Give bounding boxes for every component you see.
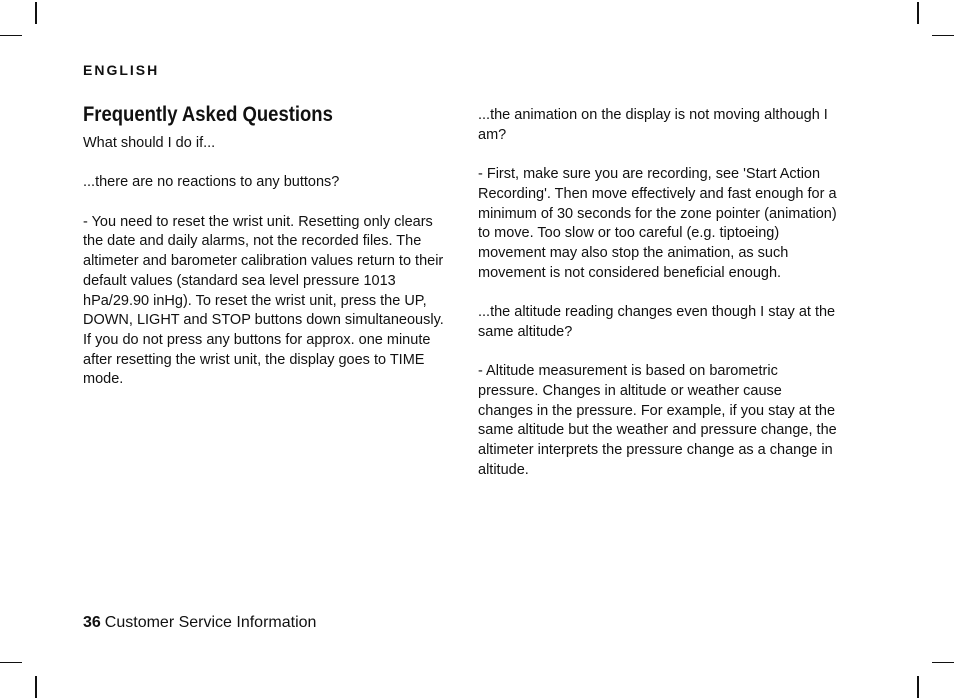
faq-question-buttons: ...there are no reactions to any buttons? <box>83 174 340 191</box>
crop-mark-bottom-left-horizontal <box>0 662 22 663</box>
page-number: 36 <box>83 614 101 631</box>
faq-answer-buttons: - You need to reset the wrist unit. Resetting only clears the date and daily alarms, not the recorded files. The altimeter and barometer calibration values return to their default values (standard sea level pressure 1013 hPa/29.90 inHg). To reset the wrist unit, press the UP, DOWN, LIGHT and STOP buttons down simultaneously. If you do not press any buttons for approx. one minute after resetting the wrist unit, the display goes to TIME mode. <box>83 213 444 388</box>
crop-mark-bottom-left-vertical <box>35 676 37 698</box>
crop-mark-top-left-horizontal <box>0 35 22 36</box>
faq-question-animation: ...the animation on the display is not moving although I am? <box>478 107 828 143</box>
footer-section: Customer Service Information <box>104 614 317 631</box>
right-column <box>478 106 840 500</box>
crop-mark-top-right-vertical <box>917 2 919 24</box>
page-title: Frequently Asked Questions <box>83 103 333 126</box>
crop-mark-top-left-vertical <box>35 2 37 24</box>
crop-mark-bottom-right-horizontal <box>932 662 954 663</box>
faq-intro: What should I do if... <box>83 135 216 151</box>
language-label: ENGLISH <box>83 62 160 78</box>
faq-answer-animation: - First, make sure you are recording, see 'Start Action Recording'. Then move effectively and fast enough for a minimum of 30 seconds for the zone pointer (animation) to move. Too slow or too careful (e.g. tiptoeing) movement may also stop the animation, as such movement is not considered beneficial enough. <box>478 166 837 281</box>
left-column <box>83 102 445 410</box>
faq-question-altitude: ...the altitude reading changes even though I stay at the same altitude? <box>478 304 836 340</box>
page-footer <box>83 613 316 633</box>
crop-mark-bottom-right-vertical <box>917 676 919 698</box>
crop-mark-top-right-horizontal <box>932 35 954 36</box>
faq-answer-altitude: - Altitude measurement is based on barometric pressure. Changes in altitude or weather cause changes in the pressure. For example, if you stay at the same altitude but the weather and pressure change, the altimeter interprets the pressure change as a change in altitude. <box>478 363 837 478</box>
